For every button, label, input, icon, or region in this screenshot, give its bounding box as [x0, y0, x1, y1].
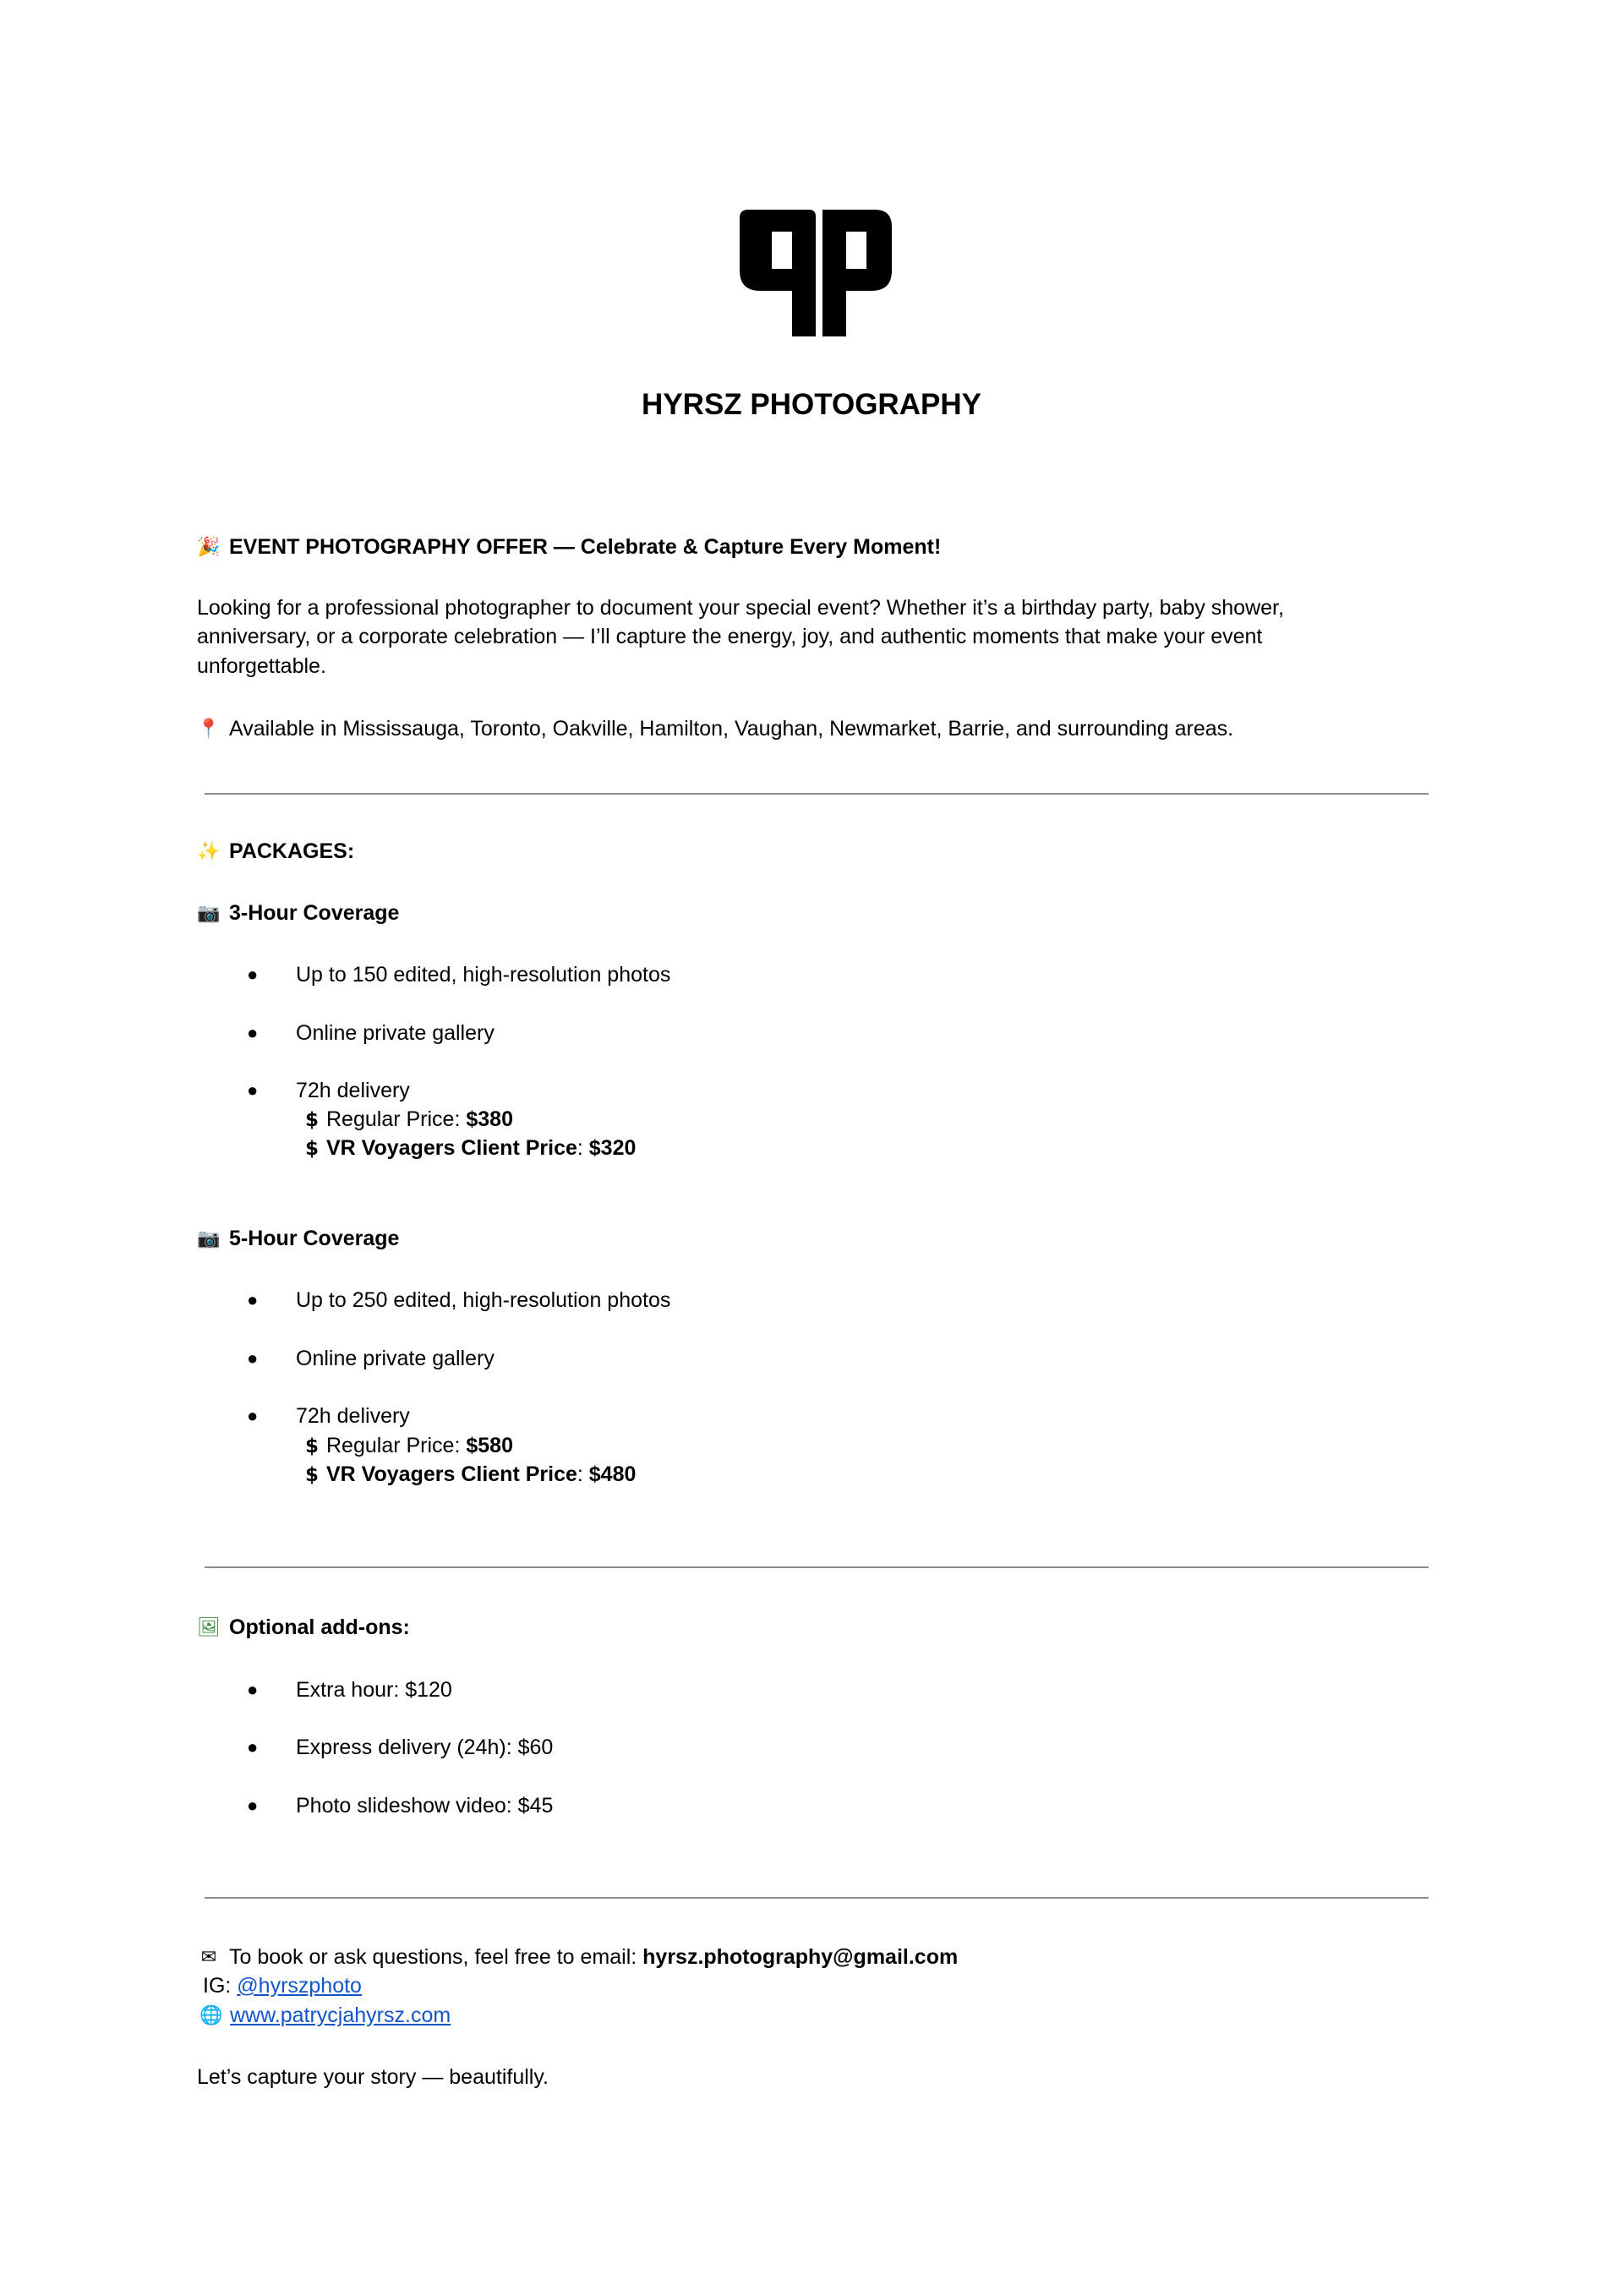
client-price-label: VR Voyagers Client Price	[326, 1136, 577, 1160]
packages-heading: PACKAGES:	[229, 839, 355, 863]
client-price: $480	[588, 1462, 637, 1486]
bullet-icon: ●	[247, 1679, 259, 1700]
bullet-icon: ●	[247, 1289, 259, 1310]
contact-web-line	[199, 2001, 451, 2031]
globe-icon: 🌐	[199, 2005, 223, 2026]
bullet-icon: ●	[247, 1022, 259, 1043]
regular-price-label: Regular Price:	[326, 1434, 467, 1457]
camera-icon: 📷	[197, 1228, 221, 1249]
sparkles-icon: ✨	[197, 841, 221, 862]
camera-icon: 📷	[197, 903, 221, 924]
package-feature: 72h delivery	[296, 1079, 410, 1102]
divider	[205, 793, 1429, 795]
picture-frame-icon: 🖼	[197, 1617, 221, 1638]
client-price-label: VR Voyagers Client Price	[326, 1462, 577, 1486]
bullet-icon: ●	[247, 1080, 259, 1101]
addon-item: Extra hour: $120	[296, 1678, 452, 1702]
client-price-sep: :	[577, 1136, 589, 1160]
dollar-icon: $	[304, 1109, 319, 1131]
dollar-icon: $	[304, 1464, 319, 1486]
package-title-line	[197, 899, 399, 929]
divider	[205, 1566, 1429, 1568]
ig-label: IG:	[203, 1974, 238, 1998]
regular-price: $580	[466, 1434, 513, 1457]
bullet-icon: ●	[247, 1795, 259, 1816]
addons-heading-line	[197, 1613, 410, 1643]
location-text: Available in Mississauga, Toronto, Oakville, Hamilton, Vaughan, Newmarket, Barrie, and surrounding areas.	[229, 717, 1234, 741]
package-title: 5-Hour Coverage	[229, 1227, 400, 1250]
divider	[205, 1897, 1429, 1899]
email-prefix: To book or ask questions, feel free to email:	[229, 1945, 643, 1969]
intro-line: Looking for a professional photographer to document your special event? Whether it’s a birthday party, baby shower,	[197, 596, 1284, 620]
client-price-line	[303, 1460, 636, 1490]
bullet-icon: ●	[247, 1405, 259, 1426]
location-line	[197, 714, 1233, 745]
bullet-icon: ●	[247, 964, 259, 985]
regular-price: $380	[466, 1107, 513, 1131]
contact-ig-line	[203, 1971, 362, 2001]
client-price-line	[303, 1134, 636, 1164]
addon-item: Express delivery (24h): $60	[296, 1736, 554, 1759]
regular-price-line	[303, 1105, 513, 1135]
dollar-icon: $	[304, 1435, 319, 1457]
offer-title-line	[197, 533, 941, 563]
bullet-icon: ●	[247, 1736, 259, 1758]
client-price-sep: :	[577, 1462, 589, 1486]
addon-item: Photo slideshow video: $45	[296, 1794, 554, 1818]
closing-line: Let’s capture your story — beautifully.	[197, 2065, 549, 2089]
offer-title: EVENT PHOTOGRAPHY OFFER — Celebrate & Capture Every Moment!	[229, 535, 942, 559]
packages-heading-line	[197, 837, 354, 867]
dollar-icon: $	[304, 1138, 319, 1160]
instagram-link[interactable]: @hyrszphoto	[237, 1974, 362, 1998]
addons-heading: Optional add-ons:	[229, 1615, 410, 1639]
intro-line: unforgettable.	[197, 654, 326, 678]
intro-line: anniversary, or a corporate celebration — I’ll capture the energy, joy, and authentic moments that make your event	[197, 625, 1263, 648]
package-feature: Up to 250 edited, high-resolution photos	[296, 1288, 671, 1312]
party-popper-icon: 🎉	[197, 537, 221, 558]
pin-icon: 📍	[197, 719, 221, 740]
package-title: 3-Hour Coverage	[229, 901, 400, 925]
regular-price-label: Regular Price:	[326, 1107, 467, 1131]
website-link[interactable]: www.patrycjahyrsz.com	[230, 2004, 451, 2027]
email-address[interactable]: hyrsz.photography@gmail.com	[642, 1945, 959, 1969]
pp-monogram-logo	[740, 210, 892, 336]
package-feature: Online private gallery	[296, 1347, 495, 1370]
package-feature: 72h delivery	[296, 1404, 410, 1428]
bullet-icon: ●	[247, 1348, 259, 1369]
brand-title: HYRSZ PHOTOGRAPHY	[642, 388, 981, 421]
package-feature: Online private gallery	[296, 1021, 495, 1045]
envelope-icon: ✉	[200, 1947, 217, 1968]
package-title-line	[197, 1224, 399, 1255]
regular-price-line	[303, 1431, 513, 1462]
client-price: $320	[588, 1136, 637, 1160]
package-feature: Up to 150 edited, high-resolution photos	[296, 963, 671, 987]
contact-email-line	[197, 1943, 958, 1973]
